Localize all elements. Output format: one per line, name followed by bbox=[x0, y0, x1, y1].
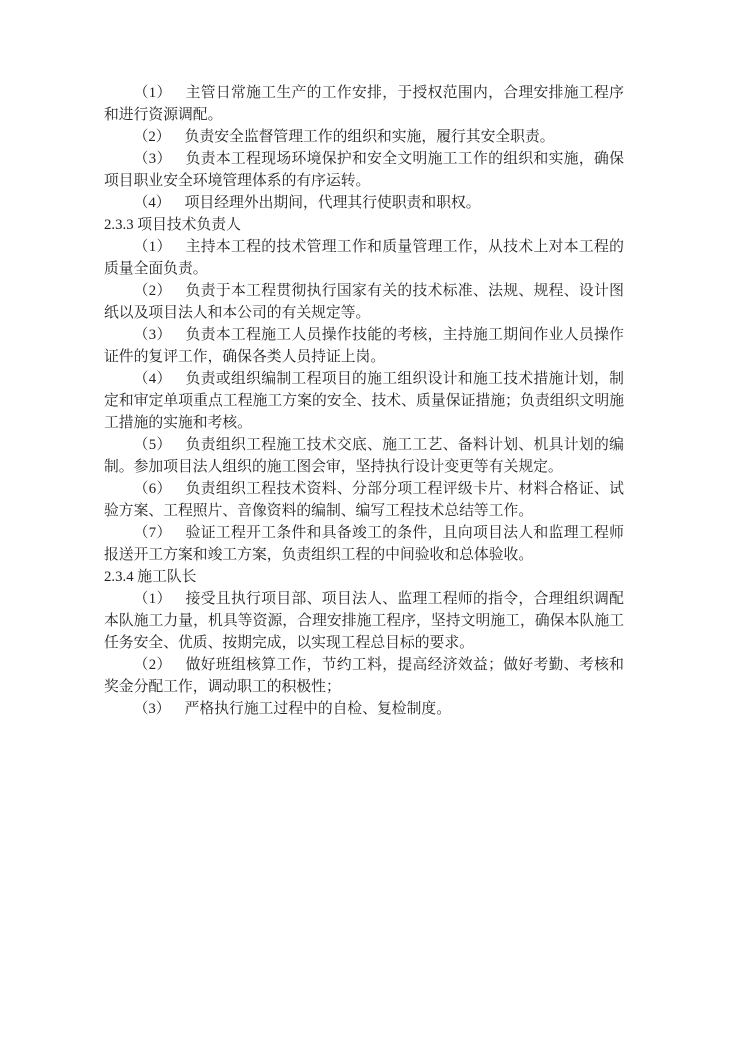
list-item bbox=[104, 236, 624, 280]
list-item bbox=[104, 368, 624, 434]
item-number: （1） bbox=[133, 85, 172, 101]
list-item bbox=[104, 148, 624, 192]
item-text: 负责组织工程技术资料、分部分项工程评级卡片、材料合格证、试验方案、工程照片、音像资料的编制、编写工程技术总结等工作。 bbox=[104, 481, 624, 519]
item-number: （2） bbox=[133, 657, 172, 673]
item-text: 负责或组织编制工程项目的施工组织设计和施工技术措施计划，制定和审定单项重点工程施工方案的安全、技术、质量保证措施；负责组织文明施工措施的实施和考核。 bbox=[104, 371, 624, 431]
item-text: 负责本工程施工人员操作技能的考核，主持施工期间作业人员操作证件的复评工作，确保各类人员持证上岗。 bbox=[104, 327, 624, 365]
item-number: （3） bbox=[133, 151, 172, 167]
item-text: 负责于本工程贯彻执行国家有关的技术标准、法规、规程、设计图纸以及项目法人和本公司的有关规定等。 bbox=[104, 283, 624, 321]
list-item bbox=[104, 192, 624, 214]
item-text: 做好班组核算工作，节约工料，提高经济效益；做好考勤、考核和奖金分配工作，调动职工的积极性； bbox=[104, 657, 624, 695]
list-item bbox=[104, 588, 624, 654]
item-text: 验证工程开工条件和具备竣工的条件，且向项目法人和监理工程师报送开工方案和竣工方案，负责组织工程的中间验收和总体验收。 bbox=[104, 525, 624, 563]
item-number: （2） bbox=[133, 129, 171, 145]
list-item bbox=[104, 324, 624, 368]
item-text: 接受且执行项目部、项目法人、监理工程师的指令，合理组织调配本队施工力量，机具等资源，合理安排施工程序，坚持文明施工，确保本队施工任务安全、优质、按期完成，以实现工程总目标的要求。 bbox=[104, 591, 624, 651]
list-item bbox=[104, 522, 624, 566]
item-text: 严格执行施工过程中的自检、复检制度。 bbox=[184, 701, 451, 717]
item-number: （4） bbox=[133, 195, 171, 211]
item-number: （5） bbox=[133, 437, 172, 453]
item-text: 项目经理外出期间，代理其行使职责和职权。 bbox=[184, 195, 481, 211]
item-number: （6） bbox=[133, 481, 172, 497]
item-text: 负责组织工程施工技术交底、施工工艺、备料计划、机具计划的编制。参加项目法人组织的施工图会审，坚持执行设计变更等有关规定。 bbox=[104, 437, 624, 475]
item-text: 负责安全监督管理工作的组织和实施，履行其安全职责。 bbox=[184, 129, 555, 145]
section-heading-2-3-3: 2.3.3 项目技术负责人 bbox=[104, 217, 241, 233]
list-item bbox=[104, 654, 624, 698]
document-content bbox=[104, 82, 624, 720]
item-number: （7） bbox=[133, 525, 172, 541]
list-item bbox=[104, 82, 624, 126]
list-item bbox=[104, 478, 624, 522]
item-text: 主持本工程的技术管理工作和质量管理工作，从技术上对本工程的质量全面负责。 bbox=[104, 239, 624, 277]
item-number: （1） bbox=[133, 591, 172, 607]
item-number: （3） bbox=[133, 327, 172, 343]
item-number: （4） bbox=[133, 371, 172, 387]
item-number: （1） bbox=[133, 239, 172, 255]
item-text: 主管日常施工生产的工作安排，于授权范围内，合理安排施工程序和进行资源调配。 bbox=[104, 85, 624, 123]
item-number: （2） bbox=[133, 283, 172, 299]
item-number: （3） bbox=[133, 701, 171, 717]
section-heading-2-3-4: 2.3.4 施工队长 bbox=[104, 569, 197, 585]
list-item bbox=[104, 126, 624, 148]
item-text: 负责本工程现场环境保护和安全文明施工工作的组织和实施，确保项目职业安全环境管理体系的有序运转。 bbox=[104, 151, 624, 189]
list-item bbox=[104, 698, 624, 720]
list-item bbox=[104, 280, 624, 324]
list-item bbox=[104, 434, 624, 478]
